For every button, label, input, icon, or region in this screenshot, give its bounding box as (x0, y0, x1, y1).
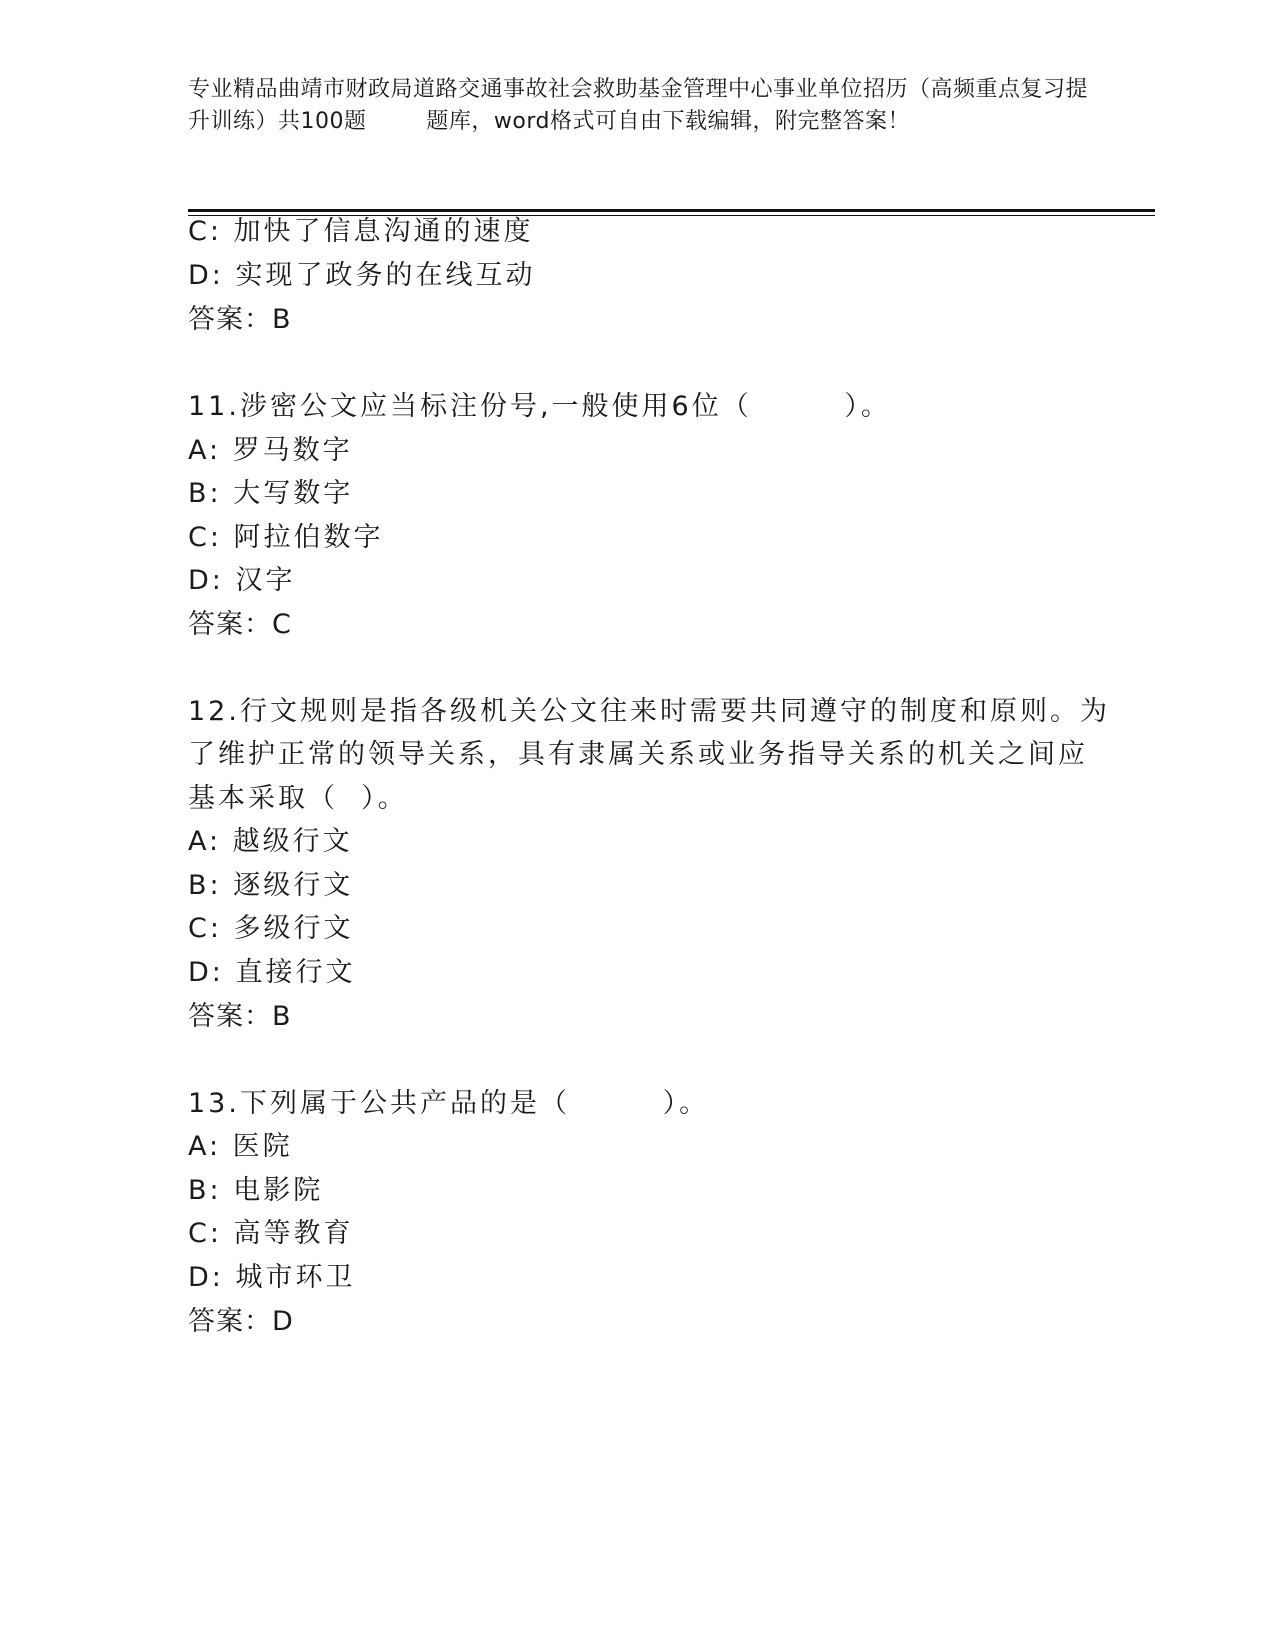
answer-line: 答案：B (188, 1001, 292, 1032)
answer-line: 答案：C (188, 609, 292, 640)
option-c: C: 高等教育 (188, 1218, 354, 1249)
question-stem: 13.下列属于公共产品的是（ ）。 (188, 1088, 710, 1119)
question-stem: 基本采取（ ）。 (188, 783, 408, 814)
option-c: C: 加快了信息沟通的速度 (188, 216, 534, 247)
option-d: D: 实现了政务的在线互动 (188, 260, 536, 291)
question-stem: 了维护正常的领导关系，具有隶属关系或业务指导关系的机关之间应 (188, 739, 1088, 770)
option-c: C: 阿拉伯数字 (188, 522, 384, 553)
option-b: B: 电影院 (188, 1175, 324, 1206)
option-d: D: 汉字 (188, 565, 296, 596)
option-d: D: 城市环卫 (188, 1262, 356, 1293)
option-b: B: 逐级行文 (188, 870, 354, 901)
question-stem: 11.涉密公文应当标注份号,一般使用6位（ ）。 (188, 391, 891, 422)
option-a: A: 罗马数字 (188, 435, 353, 466)
option-b: B: 大写数字 (188, 478, 354, 509)
option-c: C: 多级行文 (188, 913, 354, 944)
header-divider-thick (188, 209, 1155, 212)
answer-line: 答案：B (188, 304, 292, 335)
question-stem: 12.行文规则是指各级机关公文往来时需要共同遵守的制度和原则。为 (188, 696, 1110, 727)
option-a: A: 医院 (188, 1131, 293, 1162)
option-d: D: 直接行文 (188, 957, 356, 988)
document-header: 专业精品曲靖市财政局道路交通事故社会救助基金管理中心事业单位招历（高频重点复习提升训练）共100题 题库，word格式可自由下载编辑，附完整答案！ (188, 77, 1089, 134)
answer-line: 答案：D (188, 1306, 294, 1337)
option-a: A: 越级行文 (188, 826, 353, 857)
